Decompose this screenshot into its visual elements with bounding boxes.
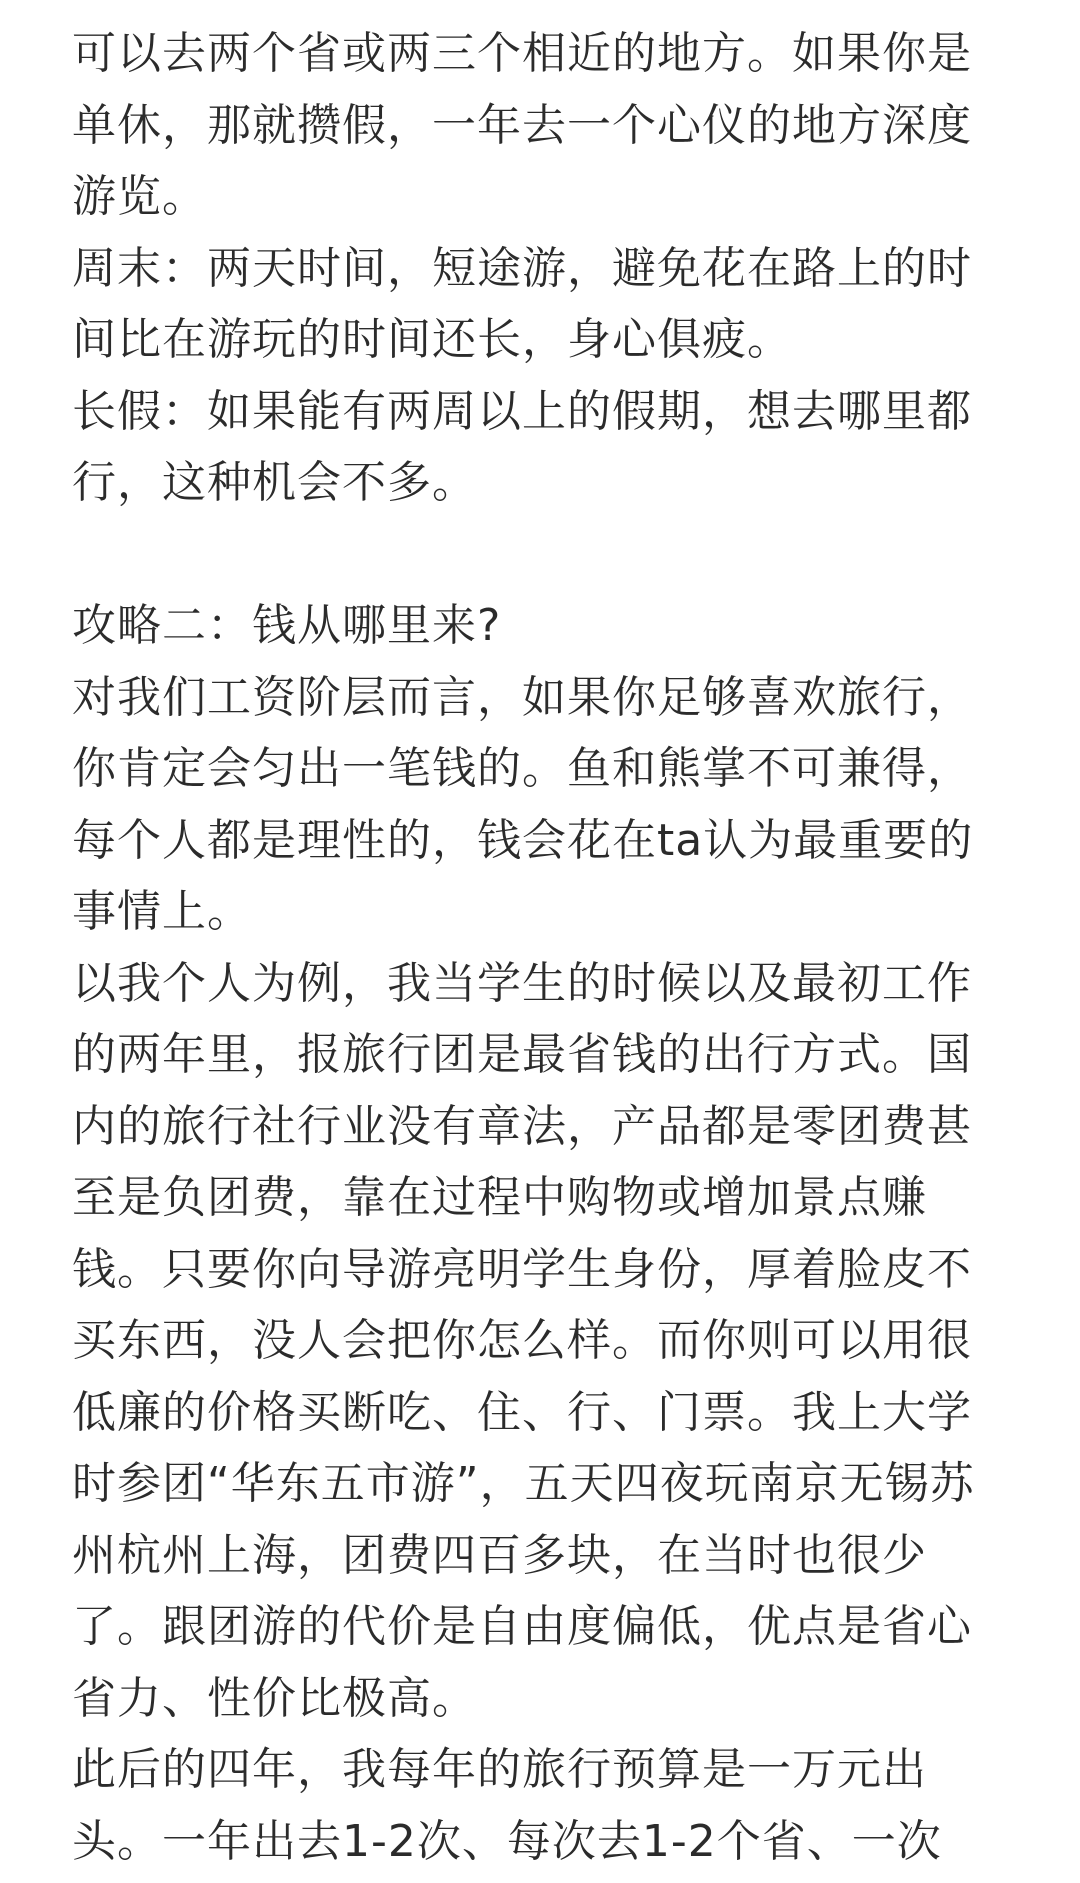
text-line: 行，这种机会不多。 [72, 457, 477, 508]
text-line: 内的旅行社行业没有章法，产品都是零团费甚 [72, 1100, 972, 1152]
text-line: 买东西，没人会把你怎么样。而你则可以用很 [72, 1315, 972, 1366]
text-line: 每个人都是理性的，钱会花在ta认为最重要的 [72, 814, 974, 866]
article-body [72, 18, 1012, 1877]
blank-line [72, 519, 1012, 591]
text-line: 你肯定会匀出一笔钱的。鱼和熊掌不可兼得， [72, 743, 972, 794]
text-line: 了。跟团游的代价是自由度偏低，优点是省心 [72, 1601, 972, 1652]
text-line: 的两年里，报旅行团是最省钱的出行方式。国 [72, 1029, 972, 1080]
text-line: 钱。只要你向导游亮明学生身份，厚着脸皮不 [72, 1243, 972, 1295]
text-line: 间比在游玩的时间还长，身心俱疲。 [72, 314, 792, 365]
text-line: 此后的四年，我每年的旅行预算是一万元出 [72, 1744, 927, 1795]
text-line: 时参团“华东五市游”，五天四夜玩南京无锡苏 [72, 1458, 975, 1509]
text-line: 省力、性价比极高。 [72, 1672, 477, 1724]
text-line: 低廉的价格买断吃、住、行、门票。我上大学 [72, 1386, 972, 1438]
text-line: 游览。 [72, 171, 207, 222]
text-line: 周末：两天时间，短途游，避免花在路上的时 [72, 242, 972, 294]
text-line: 至是负团费，靠在过程中购物或增加景点赚 [72, 1172, 927, 1223]
text-line: 以我个人为例，我当学生的时候以及最初工作 [72, 957, 972, 1009]
text-line: 州杭州上海，团费四百多块，在当时也很少 [72, 1529, 927, 1581]
section-heading: 攻略二：钱从哪里来? [72, 600, 502, 651]
text-line: 长假：如果能有两周以上的假期，想去哪里都 [72, 385, 972, 437]
text-line: 可以去两个省或两三个相近的地方。如果你是 [72, 28, 972, 79]
text-line: 事情上。 [72, 886, 252, 937]
text-line: 对我们工资阶层而言，如果你足够喜欢旅行， [72, 671, 972, 723]
text-line: 头。一年出去1-2次、每次去1-2个省、一次 [72, 1815, 942, 1867]
text-line: 单休，那就攒假，一年去一个心仪的地方深度 [72, 99, 972, 151]
